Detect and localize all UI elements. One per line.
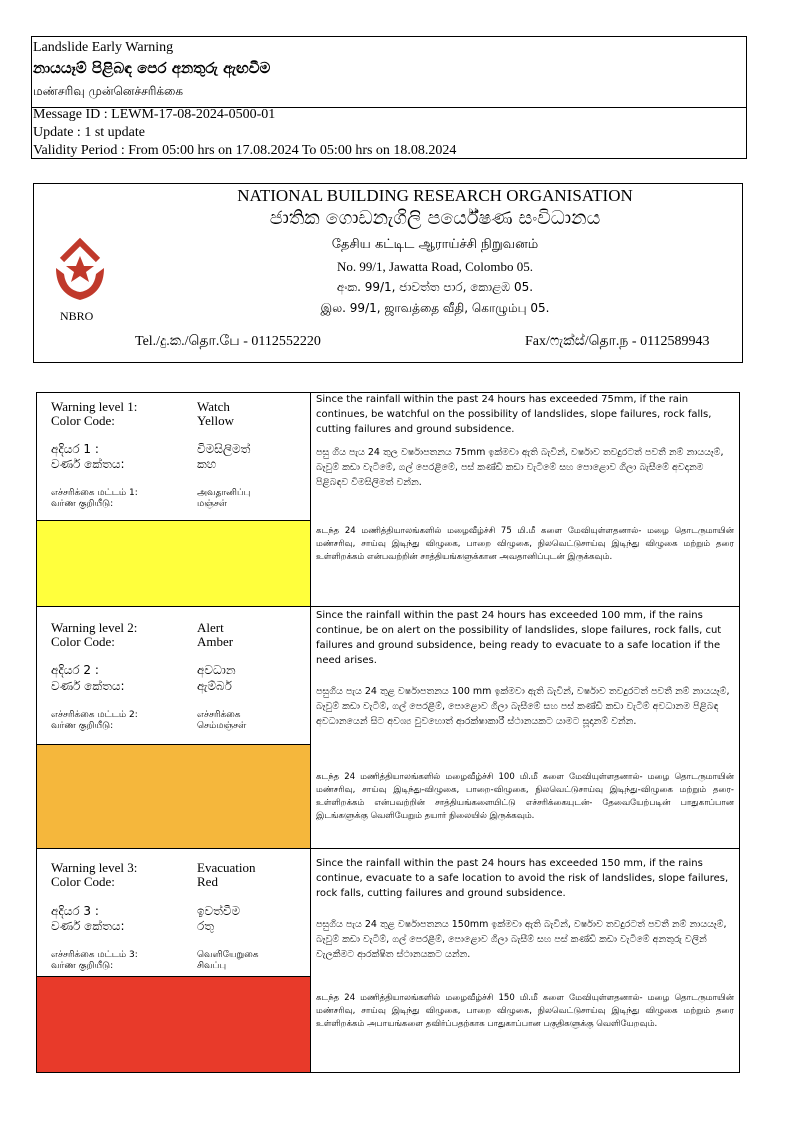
color-name-ta: மஞ்சள் xyxy=(197,499,228,509)
description-si: පසුගිය පැය 24 තුළ වර්ෂාපතනය 100 mm ඉක්මවා ඇති බැවින්, වර්ෂාව තවදුරටත් පවතී නම් නායයෑම්, බෑවුම් කඩා වැටීම්, ගල් පෙරළීම්, පොළොව ගිලා බැසීමේ සහ පස් කණ්ඩි කඩා වැටීම් අවධානම පිළිබඳ අවධානයෙන් සිට අවශ්‍ය වුවහොත් ආරක්ෂාකාරී ස්ථානයකට යාමට සූදානම් වන්න. xyxy=(316,686,730,727)
level-name-ta: அவதானிப்பு xyxy=(197,488,251,498)
color-code-ta: வர்ண குறியீடு: xyxy=(51,499,114,509)
description-si: පසුගිය පැය 24 තුළ වර්ෂාපතනය 150mm ඉක්මවා ඇති බැවින්, වර්ෂාව තවදුරටත් පවතී නම් නායයෑම්, බෑවුම් කඩා වැටීම්, ගල් පෙරළීම්, පොළොව ගිලා බැසීම් සහ පස් කණ්ඩි කඩා වැටීමේ අනතුරු වලින් වැලකීමට ආරක්ෂිත ස්ථානයකට යන්න. xyxy=(316,919,727,960)
color-code-ta: வர்ண குறியீடு: xyxy=(51,721,114,731)
message-id: Message ID : LEWM-17-08-2024-0500-01 xyxy=(33,107,276,122)
update-info: Update : 1 st update xyxy=(33,125,145,140)
level-name-en: Watch xyxy=(197,399,230,414)
org-name-en: NATIONAL BUILDING RESEARCH ORGANISATION xyxy=(237,186,633,205)
row-divider xyxy=(36,848,740,849)
color-code-label: Color Code: xyxy=(51,413,115,428)
row-divider xyxy=(36,606,740,607)
level-name-si: අවධාන xyxy=(197,663,236,677)
level-label-en: Warning level 1: xyxy=(51,399,138,414)
level-label-en: Warning level 3: xyxy=(51,860,138,875)
level-name-si: ඉවත්වීම xyxy=(197,904,241,918)
description-ta: கடந்த 24 மணித்தியாலங்களில் மழைவீழ்ச்சி 100 மி.மீ களை மேவியுள்ளதனால்- மழை தொடருமாயின் மண்சரிவு, சாய்வு இடிந்து-விழுகை, பாறை-விழுகை, நிலவெட்டுசாய்வு இடிந்து-விழுகை மற்றும் தரை-உள்ளிறக்கம் என்பவற்றின் சாத்தியங்களையிட்டு எச்சரிக்கையுடன்- தேவையேற்படின் பாதுகாப்பான இடங்களுக்கு வெளியேறும் தயார் நிலையில் இருக்கவும். xyxy=(316,772,734,821)
level-label-en: Warning level 2: xyxy=(51,620,138,635)
color-name-en: Amber xyxy=(197,634,234,649)
color-name-si: ඇම්බර් xyxy=(197,679,232,693)
color-code-si: වර්ණ කේතය: xyxy=(51,919,125,933)
color-code-si: වර්ණ කේතය: xyxy=(51,457,125,471)
description-en: Since the rainfall within the past 24 hours has exceeded 75mm, if the rain continues, be watchful on the possibility of landslides, slope failures, rock falls, cutting failures and ground subsidence. xyxy=(316,394,712,435)
level-label-si: අදියර 2 : xyxy=(51,663,99,677)
address-si: අංක. 99/1, ජාවත්ත පාර, කොළඹ 05. xyxy=(336,280,534,294)
telephone: Tel./දු.ක./தொ.பே - 0112552220 xyxy=(135,334,321,349)
color-name-si: කහ xyxy=(197,457,217,471)
color-swatch-yellow xyxy=(37,521,310,606)
color-name-ta: சிவப்பு xyxy=(197,961,227,971)
warning-header xyxy=(31,36,747,159)
title-si: නායයෑම් පිළිබඳ පෙර අනතුරු ඇඟවීම xyxy=(33,59,271,77)
color-code-label: Color Code: xyxy=(51,874,115,889)
description-ta: கடந்த 24 மணித்தியாலங்களில் மழைவீழ்ச்சி 150 மி.மீ களை மேவியுள்ளதனால்- மழை தொடருமாயின் மண்சரிவு, சாய்வு இடிந்து விழுகை, பாறை விழுகை, நிலவெட்டுசாய்வு இடிந்து விழுகை மற்றும் தரை உள்ளிறக்கம் அபாயங்களை தவிர்ப்பதற்காக பாதுகாப்பான பகுதிகளுக்கு வெளியேறவும். xyxy=(316,993,734,1029)
color-name-en: Yellow xyxy=(197,413,234,428)
color-name-ta: செம்மஞ்சள் xyxy=(197,721,247,731)
title-block xyxy=(32,37,746,108)
color-code-label: Color Code: xyxy=(51,634,115,649)
level-label-ta: எச்சரிக்கை மட்டம் 2: xyxy=(51,710,138,720)
nbro-logo-icon xyxy=(48,234,112,306)
description-si: පසු ගිය පැය 24 තුල වර්ෂාපතනය 75mm ඉක්මවා ඇති බැවින්, වර්ෂාව තවදුරටත් පවතී නම් නායයෑම්, බෑවුම් කඩා වැටීමේ, ගල් පෙරළීමේ, පස් කණ්ඩි කඩා වැටීමේ සහ පොළොව ගිලා බැසීමේ අවදානම පිළිබඳව විමසිලිමත් වන්න. xyxy=(316,447,724,488)
logo-text: NBRO xyxy=(60,309,94,323)
color-code-ta: வர்ண குறியீடு: xyxy=(51,961,114,971)
description-ta: கடந்த 24 மணித்தியாலங்களில் மழைவீழ்ச்சி 75 மி.மீ களை மேவியுள்ளதனால்- மழை தொடருமாயின் மண்சரிவு, சாய்வு இடிந்து விழுகை, பாறை விழுகை, நிலவெட்டுசாய்வு இடிந்து விழுகை மற்றும் தரை உள்ளிறக்கம் என்பவற்றின் சாத்தியங்களுக்கான அவதானிப்புடன் இருக்கவும். xyxy=(316,526,734,562)
warning-levels-table xyxy=(36,392,740,1073)
level-name-en: Evacuation xyxy=(197,860,256,875)
description-en: Since the rainfall within the past 24 hours has exceeded 150 mm, if the rains continue, evacuate to a safe location to avoid the risk of landslides, slope failures, rock falls, cutting failures and ground subsidence. xyxy=(316,858,729,899)
address-ta: இல. 99/1, ஜாவத்தை வீதி, கொழும்பு 05. xyxy=(320,301,550,315)
color-swatch-amber xyxy=(37,745,310,848)
level-label-ta: எச்சரிக்கை மட்டம் 1: xyxy=(51,488,138,498)
color-swatch-red xyxy=(37,977,310,1072)
level-name-ta: வெளியேறுகை xyxy=(197,950,259,960)
fax: Fax/ෆැක්ස්/தொ.ந - 0112589943 xyxy=(525,334,710,349)
level-name-ta: எச்சரிக்கை xyxy=(197,710,241,720)
level-name-en: Alert xyxy=(197,620,224,635)
address-en: No. 99/1, Jawatta Road, Colombo 05. xyxy=(336,259,534,274)
title-en: Landslide Early Warning xyxy=(33,40,174,55)
description-en: Since the rainfall within the past 24 hours has exceeded 100 mm, if the rains continue, be on alert on the possibility of landslides, slope failures, rock falls, cut failures and ground subsidence, being ready to evacuate to a safe location if the need arises. xyxy=(316,610,722,666)
org-name-ta: தேசிய கட்டிட ஆராய்ச்சி நிறுவனம் xyxy=(331,237,539,252)
validity-period: Validity Period : From 05:00 hrs on 17.08.2024 To 05:00 hrs on 18.08.2024 xyxy=(33,143,457,158)
color-name-en: Red xyxy=(197,874,218,889)
org-name-si: ජාතික ගොඩනැගිලි පර්යේෂණ සංවිධානය xyxy=(269,207,601,229)
level-name-si: විමසිලිමත් xyxy=(197,442,251,456)
level-label-ta: எச்சரிக்கை மட்டம் 3: xyxy=(51,950,138,960)
color-code-si: වර්ණ කේතය: xyxy=(51,679,125,693)
level-label-si: අදියර 3 : xyxy=(51,904,99,918)
table-divider xyxy=(310,392,311,1073)
title-ta: மண்சரிவு முன்னெச்சரிக்கை xyxy=(33,84,184,98)
color-name-si: රතු xyxy=(197,919,214,933)
level-label-si: අදියර 1 : xyxy=(51,442,99,456)
